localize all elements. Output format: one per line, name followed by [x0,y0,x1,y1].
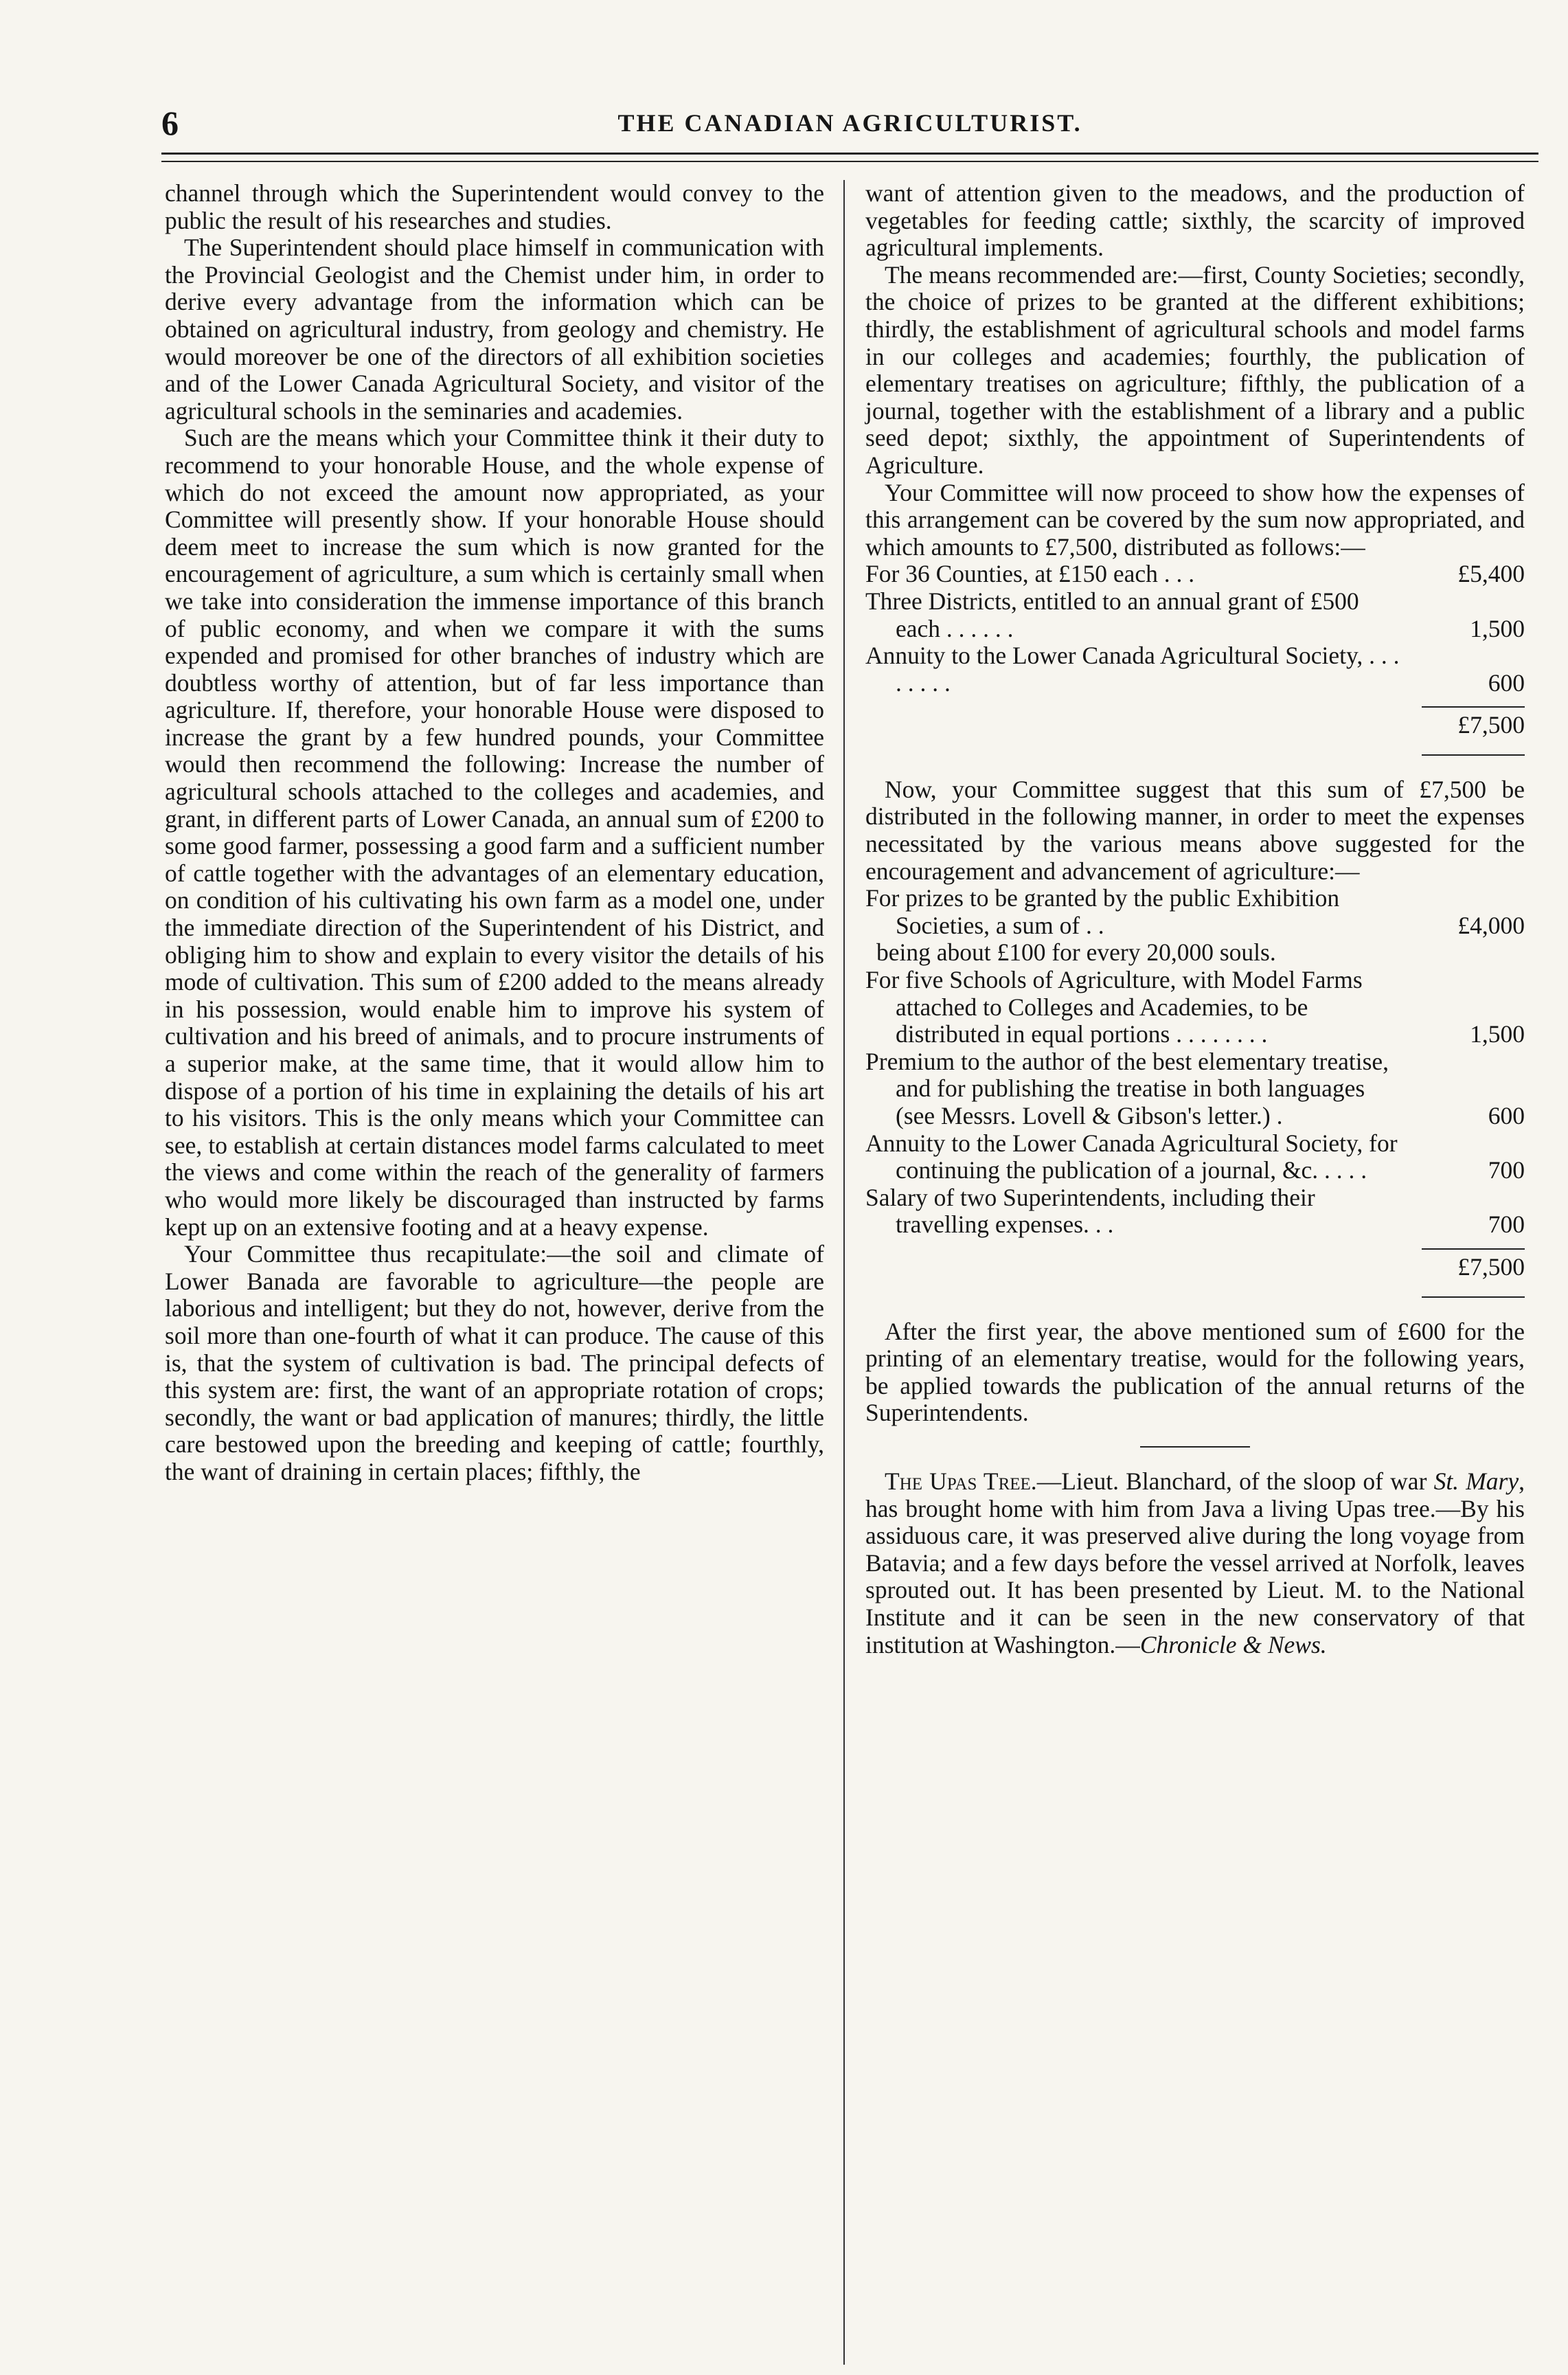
page-header [161,103,1538,144]
right-column [865,180,1525,1658]
running-title: THE CANADIAN AGRICULTURIST. [617,109,1082,137]
left-paragraph-1: channel through which the Superintendent would convey to the public the result of his researches and studies. [165,179,824,234]
left-column [165,180,824,1486]
list-item [865,1130,1525,1184]
total-amount: £7,500 [1422,1248,1525,1281]
list-item [865,967,1525,1048]
list-item [865,642,1525,697]
list-item [865,561,1525,588]
item-note: being about £100 for every 20,000 souls. [876,938,1276,967]
article-source: Chronicle & News. [1139,1630,1327,1658]
article-heading: The Upas Tree. [885,1467,1037,1495]
right-paragraph-5: After the first year, the above mentioned sum of £600 for the printing of an elementary treatise, would for the following years, be applied towards the publication of the annual returns of the Superintendents. [865,1317,1525,1427]
right-paragraph-2: The means recommended are:—first, County Societies; secondly, the choice of prizes to be granted at the different exhibitions; thirdly, the establishment of agricultural schools and model farms in our colleges and academies; fourthly, the publication of elementary treatises on agriculture; fifthly, the publication of a journal, together with the establishment of a library and a public seed depot; sixthly, the appointment of Superintendents of Agriculture. [865,260,1525,479]
item-amount: £5,400 [1457,560,1525,588]
item-amount: 700 [1488,1156,1525,1184]
ship-name: St. Mary [1433,1467,1519,1495]
distribution-list-1 [865,561,1525,756]
list-item [865,885,1525,939]
item-amount: 600 [1488,1102,1525,1129]
article-text-part-2: , has brought home with him from Java a living Upas tree.—By his assiduous care, it was preserved alive during the long voyage from Batavia; and a few days before the vessel arrived at Norfolk, leaves sprouted out. It has been presented by Lieut. M. to the National Institute and it can be seen in the new conservatory of that institution at Washington.— [865,1467,1525,1658]
item-amount: £4,000 [1457,911,1525,939]
item-description: Three Districts, entitled to an annual grant of £500 each . . . . . . [865,587,1359,642]
item-description: For 36 Counties, at £150 each . . . [865,560,1195,588]
left-paragraph-2: The Superintendent should place himself in communication with the Provincial Geologist and the Chemist under him, in order to derive every advantage from the information which can be obtained on agricultural industry, from geology and chemistry. He would moreover be one of the directors of all exhibition societies and of the Lower Canada Agricultural Society, and visitor of the agricultural schools in the seminaries and academies. [165,234,824,425]
upas-tree-article [865,1468,1525,1658]
column-divider [843,180,845,2365]
item-description: Annuity to the Lower Canada Agricultural Society, . . . . . . . . [865,642,1400,697]
list-item [865,1048,1525,1130]
right-paragraph-1: want of attention given to the meadows, and the production of vegetables for feeding cattle; sixthly, the scarcity of improved agricultural implements. [865,179,1525,262]
item-description: Premium to the author of the best elementary treatise, and for publishing the treatise in both languages (see Messrs. Lovell & Gibson's letter.) . [865,1047,1389,1129]
header-rule [161,153,1538,162]
item-amount: 600 [1488,668,1525,697]
total-row [865,1248,1525,1298]
list-item [865,1184,1525,1239]
article-text-part-1: —Lieut. Blanchard, of the sloop of war [1036,1467,1434,1495]
item-amount: 1,500 [1470,614,1525,642]
total-row [865,706,1525,756]
section-divider [1140,1446,1250,1448]
right-paragraph-4: Now, your Committee suggest that this sum of £7,500 be distributed in the following manner, in order to meet the expenses necessitated by the various means above suggested for the encouragement and advancement of agriculture:— [865,775,1525,885]
item-description: Salary of two Superintendents, including their travelling expenses. . . [865,1183,1315,1239]
item-amount: 1,500 [1470,1020,1525,1048]
item-description: For prizes to be granted by the public Exhibition Societies, a sum of . . [865,884,1340,939]
distribution-list-2 [865,885,1525,1297]
total-amount: £7,500 [1422,706,1525,739]
page-number: 6 [161,104,179,142]
left-paragraph-3: Such are the means which your Committee think it their duty to recommend to your honorable House, and the whole expense of which do not exceed the amount now appropriated, as your Committee will presently show. If your honorable House should deem meet to increase the sum which is now granted for the encouragement of agriculture, a sum which is certainly small when we take into consideration the immense importance of this branch of public economy, and when we compare it with the sums expended and promised for other branches of industry which are doubtless worthy of attention, but of far less importance than agriculture. If, therefore, your honorable House were disposed to increase the grant by a few hundred pounds, your Committee would then recommend the following: Increase the number of agricultural schools attached to the colleges and academies, and grant, in different parts of Lower Canada, an annual sum of £200 to some good farmer, possessing a good farm and a sufficient number of cattle together with the advantages of an elementary education, on condition of his cultivating his own farm as a model one, under the immediate direction of the Superintendent of his District, and obliging him to show and explain to every visitor the details of his mode of cultivation. This sum of £200 added to the means already in his possession, would enable him to improve his system of cultivation and his breed of animals, and to procure instruments of a superior make, at the same time, that it would allow him to dispose of a portion of his time in explaining the details of his art to his visitors. This is the only means which your Committee can see, to establish at certain distances model farms calculated to meet the views and come within the reach of the generality of farmers who would more likely be discouraged than instructed by farms kept up on an extensive footing and at a heavy expense. [165,424,824,1241]
list-item [865,588,1525,642]
item-description: For five Schools of Agriculture, with Model Farms attached to Colleges and Academies, to be distributed in equal portions . . . . . . . . [865,966,1363,1048]
item-amount: 700 [1488,1211,1525,1239]
left-paragraph-4: Your Committee thus recapitulate:—the soil and climate of Lower Banada are favorable to agriculture—the people are laborious and intelligent; but they do not, however, derive from the soil more than one-fourth of what it can produce. The cause of this is, that the system of cultivation is bad. The principal defects of this system are: first, the want of an appropriate rotation of crops; secondly, the want or bad application of manures; thirdly, the little care bestowed upon the breeding and keeping of cattle; fourthly, the want of draining in certain places; fifthly, the [165,1240,824,1485]
item-description: Annuity to the Lower Canada Agricultural Society, for continuing the publication of a journal, &c. . . . . [865,1129,1398,1184]
right-paragraph-3: Your Committee will now proceed to show how the expenses of this arrangement can be covered by the sum now appropriated, and which amounts to £7,500, distributed as follows:— [865,478,1525,561]
